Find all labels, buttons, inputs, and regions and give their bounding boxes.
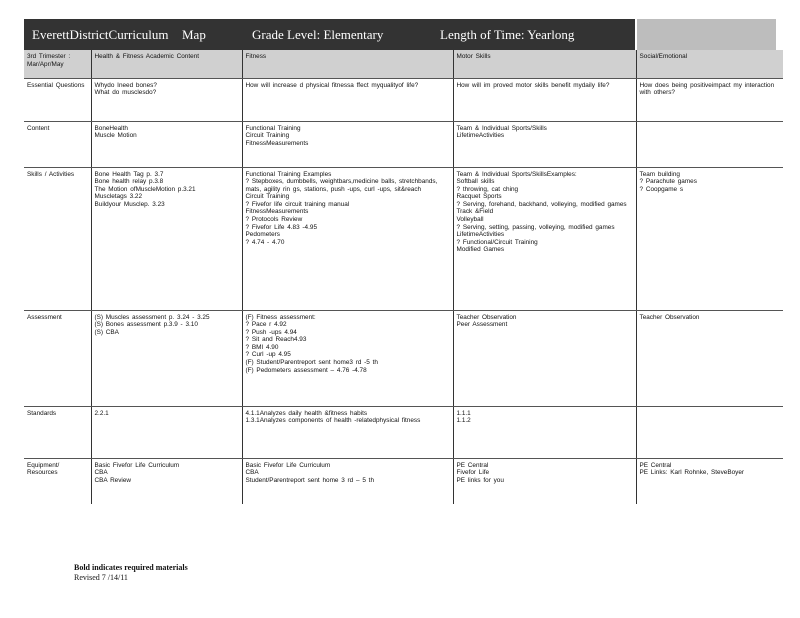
cell-line: FitnessMeasurements xyxy=(245,139,309,147)
cell-line: ? Functional/Circuit Training xyxy=(456,238,538,246)
cell-line: ? Protocols Review xyxy=(245,216,303,224)
grade-level: Grade Level: Elementary xyxy=(252,26,384,42)
cell-line: 2.2.1 xyxy=(94,409,109,417)
cell-line: Bone Health Tag p. 3.7 xyxy=(94,170,164,178)
motor-cell xyxy=(453,167,636,310)
cell-line: Teacher Observation xyxy=(639,313,700,321)
cell-line: ? Coopgame s xyxy=(639,185,684,193)
cell-line: ? Push -ups 4.94 xyxy=(245,328,297,336)
cell-line: Softball skills xyxy=(456,178,495,186)
cell-line: Muscletags 3.22 xyxy=(94,193,143,201)
cell-line: PE links for you xyxy=(456,476,504,484)
curriculum-table xyxy=(24,50,783,504)
document-header xyxy=(24,19,776,50)
cell-line: ? 4.74 - 4.70 xyxy=(245,238,285,246)
row-label: Content xyxy=(24,121,91,167)
health-cell xyxy=(91,310,242,406)
cell-line: (F) Fitness assessment: xyxy=(245,313,316,321)
revised-date: Revised 7 /14/11 xyxy=(74,573,128,582)
cell-line: ? Sit and Reach4.93 xyxy=(245,336,307,344)
cell-line: How will im proved motor skills benefit mydaily life? xyxy=(456,81,610,89)
cell-line: CBA xyxy=(245,469,259,477)
cell-line: Functional Training xyxy=(245,124,301,132)
cell-line: Volleyball xyxy=(456,216,484,224)
health-cell xyxy=(91,121,242,167)
header-row xyxy=(24,50,783,78)
cell-line: How does being positiveimpact my interaction with others? xyxy=(639,81,775,97)
assessment-row xyxy=(24,310,783,406)
cell-line: FitnessMeasurements xyxy=(245,208,309,216)
cell-line: Muscle Motion xyxy=(94,132,137,140)
cell-line: CBA xyxy=(94,469,108,477)
motor-cell xyxy=(453,78,636,121)
trimester-header: 3rd Trimester : Mar/Apr/May xyxy=(24,50,91,78)
social-cell xyxy=(636,310,783,406)
cell-line: Pedometers xyxy=(245,231,280,239)
document-footer xyxy=(74,563,188,583)
cell-line: PE Links: Karl Rohnke, SteveBoyer xyxy=(639,469,745,477)
cell-line: (F) Student/Parentreport sent home3 rd -5 th xyxy=(245,359,378,367)
cell-line: Team & Individual Sports/SkillsExamples: xyxy=(456,170,577,178)
cell-line: LifetimeActivities xyxy=(456,132,505,140)
fitness-cell xyxy=(242,458,453,504)
cell-line: Circuit Training xyxy=(245,193,290,201)
cell-line: Student/Parentreport sent home 3 rd – 5 th xyxy=(245,476,374,484)
motor-cell xyxy=(453,121,636,167)
cell-line: Track &Field xyxy=(456,208,494,216)
cell-line: Racquet Sports xyxy=(456,193,502,201)
row-label: Equipment/ Resources xyxy=(27,461,60,477)
health-cell xyxy=(91,458,242,504)
content-row xyxy=(24,121,783,167)
fitness-cell xyxy=(242,167,453,310)
motor-cell xyxy=(453,458,636,504)
cell-line: How will increase d physical fitnessa ffect myqualityof life? xyxy=(245,81,419,89)
fitness-cell xyxy=(242,310,453,406)
cell-line: Fivefor Life xyxy=(456,469,490,477)
cell-line: LifetimeActivities xyxy=(456,231,505,239)
social-cell xyxy=(636,121,783,167)
cell-line: ? Stepboxes, dumbbells, weightbars,medicine balls, stretchbands, mats, agility rin gs, stations, push -ups, curl -ups, sit&reach xyxy=(245,178,438,193)
fitness-cell xyxy=(242,121,453,167)
cell-line: The Motion ofMuscleMotion p.3.21 xyxy=(94,185,196,193)
row-label: Assessment xyxy=(24,310,91,406)
cell-line: Modified Games xyxy=(456,246,505,254)
cell-line: Circuit Training xyxy=(245,132,290,140)
cell-line: ? Serving, setting, passing, volleying, modified games xyxy=(456,223,615,231)
cell-line: 4.1.1Analyzes daily health &fitness habits xyxy=(245,409,368,417)
social-column-header: Social/Emotional xyxy=(636,50,783,78)
cell-line: Basic Fivefor Life Curriculum xyxy=(245,461,331,469)
cell-line: ? Fivefor Life 4.83 -4.95 xyxy=(245,223,317,231)
health-cell xyxy=(91,406,242,458)
row-label: Essential Questions xyxy=(24,78,91,121)
health-column-header: Health & Fitness Academic Content xyxy=(91,50,242,78)
cell-line: ? throwing, cat ching xyxy=(456,185,519,193)
fitness-column-header: Fitness xyxy=(242,50,453,78)
cell-line: Whydo Ineed bones? xyxy=(94,81,157,89)
header-blank-cell xyxy=(635,19,776,50)
motor-column-header: Motor Skills xyxy=(453,50,636,78)
cell-line: Bone health relay p.3.8 xyxy=(94,178,164,186)
cell-line: ? Curl -up 4.95 xyxy=(245,351,291,359)
district-title: EverettDistrictCurriculum xyxy=(32,26,169,42)
cell-line: Buildyour Musclep. 3.23 xyxy=(94,200,165,208)
cell-line: CBA Review xyxy=(94,476,132,484)
cell-line: Team building xyxy=(639,170,680,178)
cell-line: ? Parachute games xyxy=(639,178,697,186)
length-of-time: Length of Time: Yearlong xyxy=(440,26,575,42)
motor-cell xyxy=(453,406,636,458)
cell-line: (S) Bones assessment p.3.9 - 3.10 xyxy=(94,321,198,329)
cell-line: (S) CBA xyxy=(94,328,119,336)
cell-line: ? Serving, forehand, backhand, volleying, modified games xyxy=(456,200,627,208)
motor-cell xyxy=(453,310,636,406)
cell-line: (S) Muscles assessment p. 3.24 - 3.25 xyxy=(94,313,210,321)
cell-line: Basic Fivefor Life Curriculum xyxy=(94,461,180,469)
cell-line: ? BMI 4.90 xyxy=(245,343,279,351)
skills-row xyxy=(24,167,783,310)
cell-line: Teacher Observation xyxy=(456,313,517,321)
standards-row xyxy=(24,406,783,458)
social-cell xyxy=(636,458,783,504)
bold-note: Bold indicates required materials xyxy=(74,563,188,572)
row-label: Skills / Activities xyxy=(24,167,91,310)
equipment-row xyxy=(24,458,783,504)
cell-line: 1.3.1Analyzes components of health -relatedphysical fitness xyxy=(245,417,421,425)
cell-line: BoneHealth xyxy=(94,124,128,132)
cell-line: 1.1.2 xyxy=(456,417,471,425)
social-cell xyxy=(636,78,783,121)
cell-line: PE Central xyxy=(639,461,672,469)
map-title: Map xyxy=(182,26,206,42)
cell-line: ? Fivefor life circuit training manual xyxy=(245,200,350,208)
cell-line: ? Pace r 4.92 xyxy=(245,321,287,329)
social-cell xyxy=(636,406,783,458)
health-cell xyxy=(91,167,242,310)
fitness-cell xyxy=(242,78,453,121)
cell-line: (F) Pedometers assessment – 4.76 -4.78 xyxy=(245,366,367,374)
health-cell xyxy=(91,78,242,121)
cell-line: What do musclesdo? xyxy=(94,89,157,97)
cell-line: Functional Training Examples xyxy=(245,170,332,178)
cell-line: PE Central xyxy=(456,461,489,469)
header-title-bar xyxy=(24,19,635,50)
row-label: Standards xyxy=(24,406,91,458)
cell-line: Peer Assessment xyxy=(456,321,508,329)
cell-line: 1.1.1 xyxy=(456,409,471,417)
social-cell xyxy=(636,167,783,310)
fitness-cell xyxy=(242,406,453,458)
cell-line: Team & Individual Sports/Skills xyxy=(456,124,547,132)
essential-row xyxy=(24,78,783,121)
